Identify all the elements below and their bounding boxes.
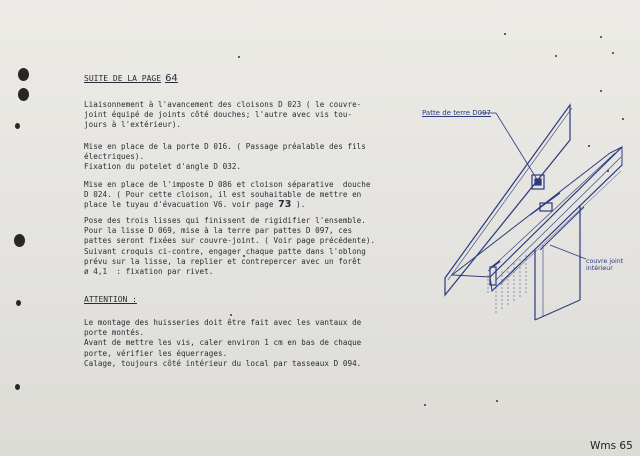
text-line: électriques). xyxy=(84,152,145,162)
binder-hole xyxy=(15,123,20,129)
label-couvre-line: couvre joint xyxy=(586,258,624,265)
text-line: prévu sur la lisse, la replier et contrepercer avec un forêt xyxy=(84,256,362,266)
paragraph-1 xyxy=(84,100,361,131)
binder-hole xyxy=(18,88,29,101)
paragraph-4 xyxy=(84,216,375,277)
paragraph-2 xyxy=(84,142,366,173)
text-line xyxy=(84,200,371,210)
text-line-prefix: place le tuyau d'évacuation V6. voir page xyxy=(84,200,274,210)
binder-hole xyxy=(15,384,20,390)
text-line: pattes seront fixées sur couvre-joint. ( Voir page précédente). xyxy=(84,236,376,246)
text-line: Mise en place de la porte D 016. ( Passage préalable des fils xyxy=(84,142,366,151)
patte-bracket xyxy=(490,175,560,285)
binder-hole xyxy=(14,234,25,247)
text-line: porte montés. xyxy=(84,328,145,338)
heading-text: SUITE DE LA PAGE xyxy=(84,74,162,83)
text-line: Mise en place de l'imposte D 086 et cloison séparative douche xyxy=(84,180,371,189)
text-line: joint équipé de joints côté douches; l'autre avec vis tou- xyxy=(84,110,353,120)
text-line: Liaisonnement à l'avancement des cloisons D 023 ( le couvre- xyxy=(84,100,362,109)
text-line: Fixation du potelet d'angle D 032. xyxy=(84,162,242,172)
text-line: D 024. ( Pour cette cloison, il est souhaitable de mettre en xyxy=(84,190,362,200)
text-line: Pour la lisse D 069, mise à la terre par pattes D 097, ces xyxy=(84,226,353,236)
paragraph-3 xyxy=(84,180,371,211)
page-reference: 73 xyxy=(278,199,292,211)
text-line: porte, vérifier les équerrages. xyxy=(84,348,228,358)
attention-block xyxy=(84,318,361,369)
binder-hole xyxy=(18,68,29,81)
attention-title: ATTENTION : xyxy=(84,295,137,304)
text-line: Avant de mettre les vis, caler environ 1 cm en bas de chaque xyxy=(84,338,362,348)
couvre-joint xyxy=(535,205,584,320)
text-line: ø 4,1 : fixation par rivet. xyxy=(84,267,214,277)
page-number: Wms 65 xyxy=(590,440,633,452)
label-couvre-joint xyxy=(586,258,623,272)
text-line-suffix: ). xyxy=(296,200,306,210)
label-couvre-line: intérieur xyxy=(586,265,613,272)
technical-sketch xyxy=(400,95,630,325)
label-patte-de-terre: Patte de terre D097 xyxy=(422,109,492,117)
text-line: Le montage des huisseries doit être fait avec les vantaux de xyxy=(84,318,362,327)
text-line: Pose des trois lisses qui finissent de rigidifier l'ensemble. xyxy=(84,216,366,225)
binder-hole xyxy=(16,300,21,306)
text-line: Calage, toujours côté intérieur du local par tasseaux D 094. xyxy=(84,358,362,368)
text-line: Suivant croquis ci-contre, engager chaque patte dans l'oblong xyxy=(84,246,366,256)
heading-page-number: 64 xyxy=(165,73,178,84)
page-heading xyxy=(84,73,178,84)
text-line: jours à l'extérieur). xyxy=(84,120,182,130)
